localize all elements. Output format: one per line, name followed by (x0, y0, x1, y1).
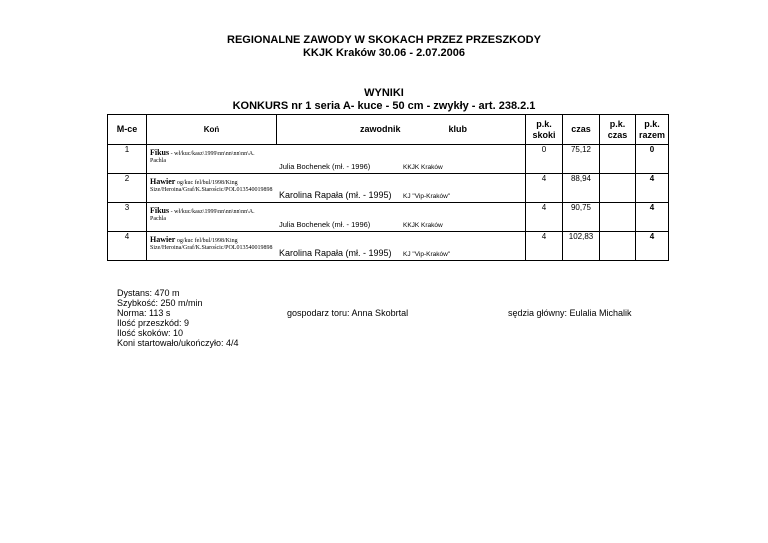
table-row (108, 203, 669, 232)
time-cell: 88,94 (563, 174, 600, 203)
jump-count: Ilość skoków: 10 (117, 328, 184, 338)
horse-origin: Pachla (150, 158, 166, 164)
horses-started-finished: Koni startowało/ukończyło: 4/4 (117, 338, 239, 348)
pk-total-cell: 4 (636, 232, 669, 261)
competition-title: KONKURS nr 1 seria A- kuce - 50 cm - zwykły - art. 238.2.1 (232, 100, 536, 112)
time-cell: 75,12 (563, 145, 600, 174)
event-title: REGIONALNE ZAWODY W SKOKACH PRZEZ PRZESZKODY (227, 34, 541, 46)
pk-jumps-cell: 0 (526, 145, 563, 174)
pk-total-cell: 4 (636, 174, 669, 203)
rider-name: Julia Bochenek (mł. - 1996) (279, 162, 371, 171)
course-info (117, 288, 239, 348)
col-horse: Koń (147, 115, 277, 145)
obstacle-count: Ilość przeszkód: 9 (117, 318, 190, 328)
horse-origin: Size/Heroina/Graf/K.Starościc/POL013540019898 (150, 245, 273, 251)
col-place: M-ce (108, 115, 147, 145)
distance: Dystans: 470 m (117, 288, 180, 298)
col-rider-club (277, 115, 526, 145)
horse-rider-cell (147, 232, 526, 261)
table-row (108, 145, 669, 174)
place-cell: 4 (108, 232, 147, 261)
time-cell: 90,75 (563, 203, 600, 232)
head-judge: sędzia główny: Eulalia Michalik (508, 308, 632, 318)
club-name: KKJK Kraków (403, 222, 443, 229)
results-heading: WYNIKI (364, 87, 404, 99)
horse-rider-cell (147, 174, 526, 203)
col-rider: zawodnik (360, 124, 401, 134)
rider-name: Karolina Rapała (mł. - 1995) (279, 190, 392, 200)
col-pk-jumps: p.k. skoki (526, 115, 563, 145)
horse-origin: Size/Heroina/Graf/K.Starościc/POL013540019898 (150, 187, 273, 193)
horse-name: Hawier og/kuc fel/bul/1998/King (150, 235, 238, 244)
horse-name: Fikus - wł/kuc/kasz\1999\nn\nn\nn\nn\A. (150, 148, 255, 157)
rider-name: Karolina Rapała (mł. - 1995) (279, 248, 392, 258)
club-name: KJ "Vip-Kraków" (403, 193, 451, 200)
horse-rider-cell (147, 145, 526, 174)
horse-origin: Pachla (150, 216, 166, 222)
club-name: KJ "Vip-Kraków" (403, 251, 451, 258)
col-pk-total: p.k. razem (636, 115, 669, 145)
time-cell: 102,83 (563, 232, 600, 261)
pk-total-cell: 4 (636, 203, 669, 232)
pk-jumps-cell: 4 (526, 174, 563, 203)
pk-jumps-cell: 4 (526, 203, 563, 232)
col-pk-time: p.k. czas (600, 115, 636, 145)
place-cell: 1 (108, 145, 147, 174)
pk-time-cell (600, 174, 636, 203)
pk-time-cell (600, 203, 636, 232)
rider-name: Julia Bochenek (mł. - 1996) (279, 220, 371, 229)
course-host: gospodarz toru: Anna Skobrtal (287, 308, 409, 318)
speed: Szybkość: 250 m/min (117, 298, 203, 308)
table-row (108, 174, 669, 203)
place-cell: 2 (108, 174, 147, 203)
norm: Norma: 113 s (117, 308, 171, 318)
horse-rider-cell (147, 203, 526, 232)
col-club: klub (448, 124, 467, 134)
pk-total-cell: 0 (636, 145, 669, 174)
table-header-row (108, 115, 669, 145)
pk-time-cell (600, 232, 636, 261)
place-cell: 3 (108, 203, 147, 232)
pk-time-cell (600, 145, 636, 174)
table-row (108, 232, 669, 261)
results-table (107, 114, 669, 261)
horse-name: Fikus - wł/kuc/kasz\1999\nn\nn\nn\nn\A. (150, 206, 255, 215)
horse-name: Hawier og/kuc fel/bul/1998/King (150, 177, 238, 186)
event-subtitle: KKJK Kraków 30.06 - 2.07.2006 (302, 47, 466, 59)
club-name: KKJK Kraków (403, 164, 443, 171)
pk-jumps-cell: 4 (526, 232, 563, 261)
col-time: czas (563, 115, 600, 145)
